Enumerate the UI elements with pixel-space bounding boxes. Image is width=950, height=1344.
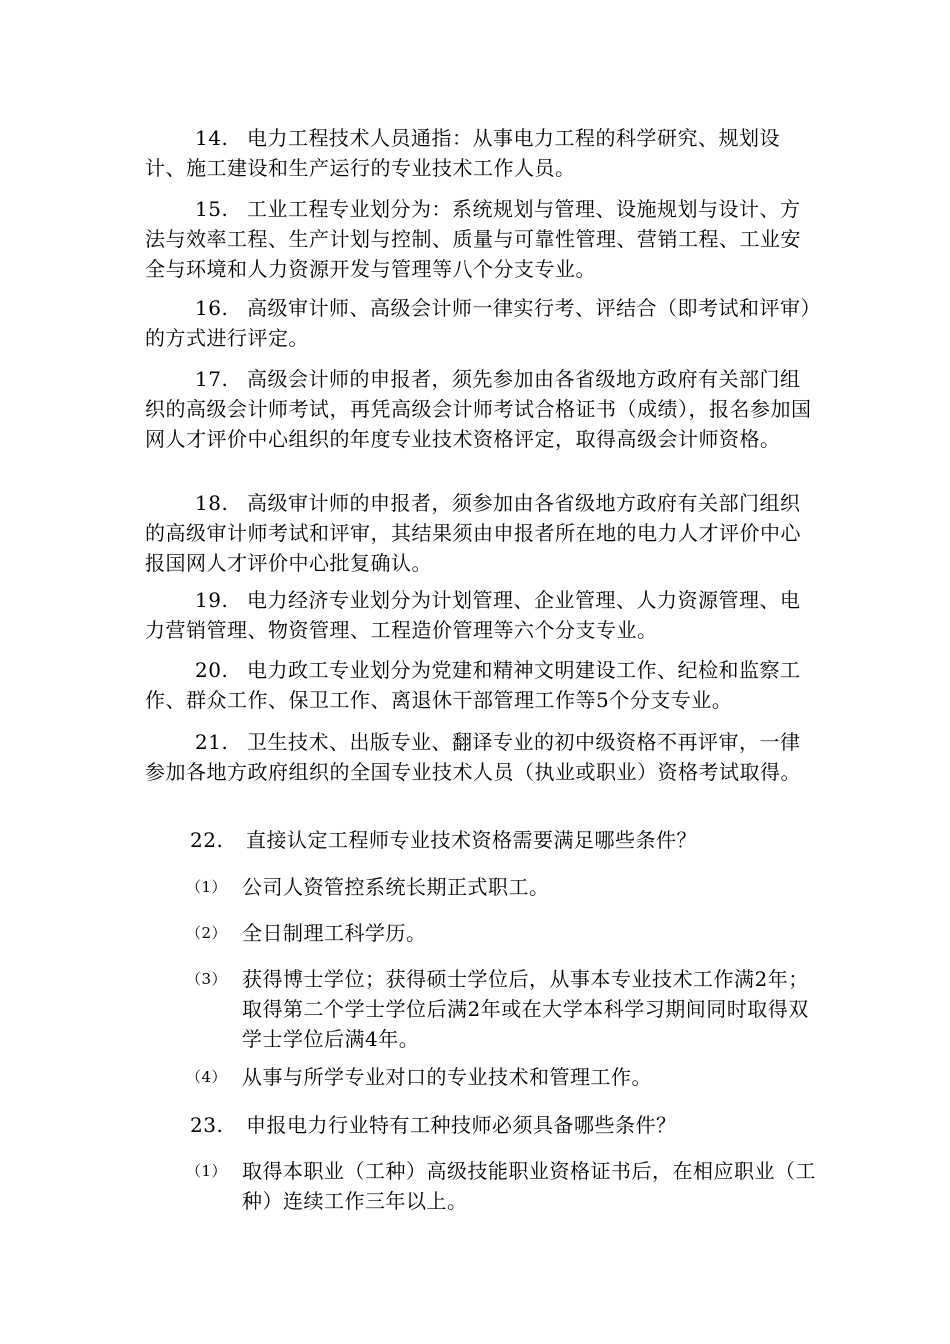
paragraph-21 <box>145 727 817 787</box>
paragraph-number: 19. <box>195 588 229 612</box>
item-marker: （2） <box>186 924 228 942</box>
question-23 <box>190 1110 810 1140</box>
question-text: 申报电力行业特有工种技师必须具备哪些条件？ <box>246 1113 677 1137</box>
question-text: 直接认定工程师专业技术资格需要满足哪些条件？ <box>246 828 697 852</box>
item-marker: （3） <box>186 970 228 988</box>
paragraph-14 <box>145 123 817 183</box>
item-text: 公司人资管控系统长期正式职工。 <box>242 875 550 899</box>
paragraph-19 <box>145 585 817 645</box>
q22-item-2 <box>186 918 816 948</box>
paragraph-text: 电力经济专业划分为计划管理、企业管理、人力资源管理、电力营销管理、物资管理、工程造价管理等六个分支专业。 <box>145 588 801 642</box>
q23-item-1 <box>186 1156 816 1216</box>
paragraph-number: 20. <box>195 658 229 682</box>
q22-item-3 <box>186 964 816 1054</box>
item-text: 全日制理工科学历。 <box>242 921 427 945</box>
paragraph-20 <box>145 655 817 715</box>
paragraph-text: 高级会计师的申报者，须先参加由各省级地方政府有关部门组织的高级会计师考试，再凭高级会计师考试合格证书（成绩），报名参加国网人才评价中心组织的年度专业技术资格评定，取得高级会计师资格。 <box>145 367 812 451</box>
q22-item-1 <box>186 872 816 902</box>
item-text: 获得博士学位；获得硕士学位后，从事本专业技术工作满2年；取得第二个学士学位后满2年或在大学本科学习期间同时取得双学士学位后满4年。 <box>242 967 809 1051</box>
paragraph-text: 高级审计师、高级会计师一律实行考、评结合（即考试和评审）的方式进行评定。 <box>145 296 811 350</box>
paragraph-number: 14. <box>195 126 229 150</box>
paragraph-16 <box>145 293 817 353</box>
paragraph-text: 高级审计师的申报者，须参加由各省级地方政府有关部门组织的高级审计师考试和评审，其结果须由申报者所在地的电力人才评价中心报国网人才评价中心批复确认。 <box>145 491 801 575</box>
paragraph-17 <box>145 364 817 454</box>
paragraph-number: 15. <box>195 197 229 221</box>
paragraph-15 <box>145 194 817 284</box>
paragraph-text: 电力工程技术人员通指：从事电力工程的科学研究、规划设计、施工建设和生产运行的专业技术工作人员。 <box>145 126 780 180</box>
paragraph-18 <box>145 488 817 578</box>
question-22 <box>190 825 810 855</box>
item-marker: （1） <box>186 1162 228 1180</box>
paragraph-text: 电力政工专业划分为党建和精神文明建设工作、纪检和监察工作、群众工作、保卫工作、离退休干部管理工作等5个分支专业。 <box>145 658 801 712</box>
paragraph-number: 17. <box>195 367 229 391</box>
paragraph-number: 16. <box>195 296 229 320</box>
q22-item-4 <box>186 1062 816 1092</box>
item-text: 从事与所学专业对口的专业技术和管理工作。 <box>242 1065 652 1089</box>
paragraph-text: 工业工程专业划分为：系统规划与管理、设施规划与设计、方法与效率工程、生产计划与控制、质量与可靠性管理、营销工程、工业安全与环境和人力资源开发与管理等八个分支专业。 <box>145 197 801 281</box>
item-text: 取得本职业（工种）高级技能职业资格证书后，在相应职业（工种）连续工作三年以上。 <box>242 1159 816 1213</box>
question-number: 23. <box>190 1113 224 1137</box>
item-marker: （1） <box>186 878 228 896</box>
item-marker: （4） <box>186 1068 228 1086</box>
paragraph-text: 卫生技术、出版专业、翻译专业的初中级资格不再评审，一律参加各地方政府组织的全国专业技术人员（执业或职业）资格考试取得。 <box>145 730 801 784</box>
question-number: 22. <box>190 828 224 852</box>
paragraph-number: 18. <box>195 491 229 515</box>
paragraph-number: 21. <box>195 730 229 754</box>
